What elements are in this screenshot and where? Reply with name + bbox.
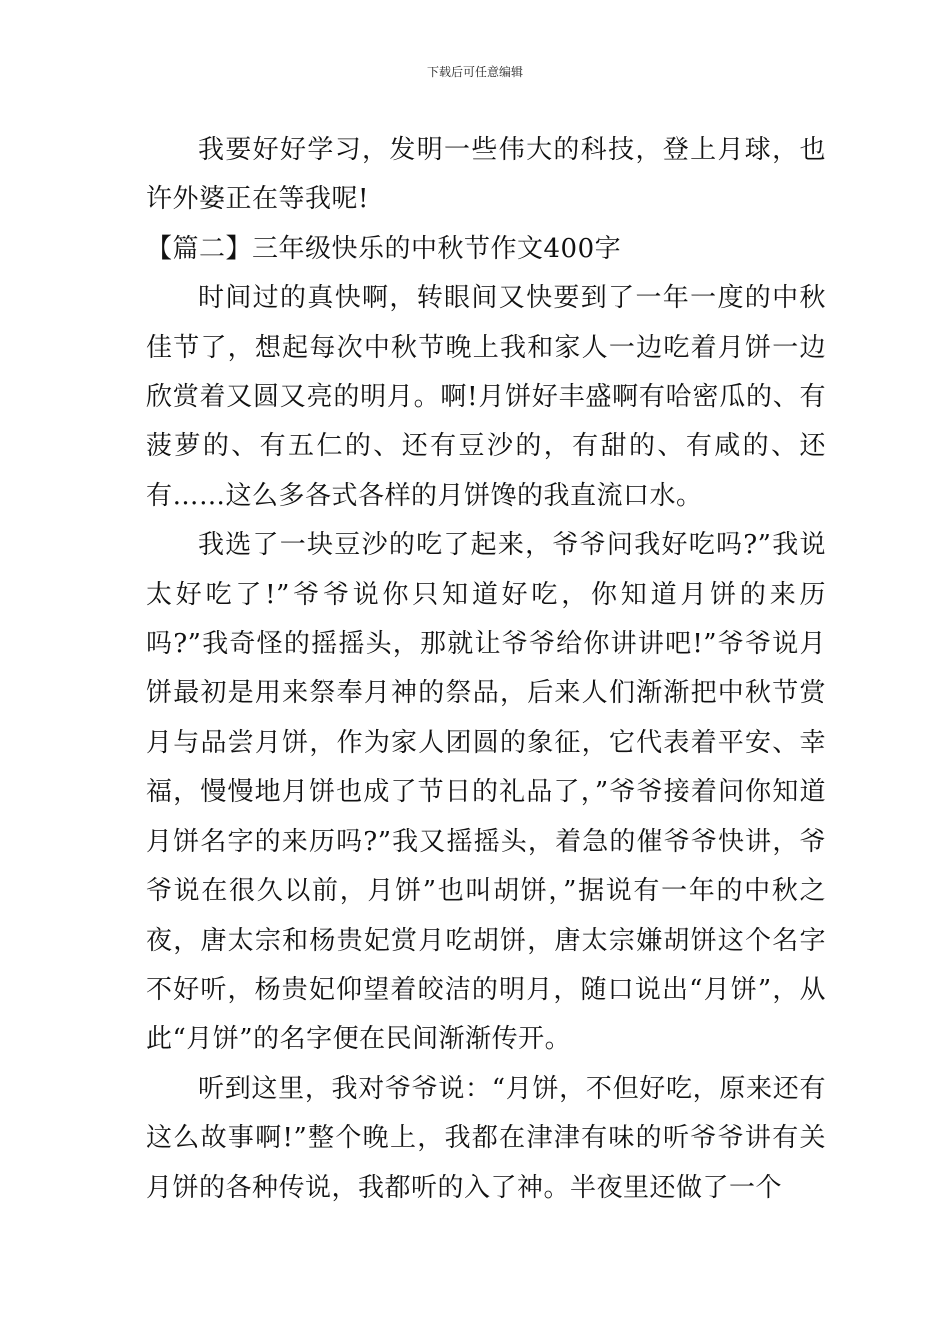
document-body <box>146 126 826 1213</box>
paragraph-study: 我要好好学习，发明一些伟大的科技，登上月球，也许外婆正在等我呢! <box>146 135 826 215</box>
section-heading: 【篇二】三年级快乐的中秋节作文400字 <box>146 233 622 264</box>
paragraph-story: 听到这里，我对爷爷说：“月饼，不但好吃，原来还有这么故事啊!”整个晚上，我都在津津有味的听爷爷讲有关月饼的各种传说，我都听的入了神。半夜里还做了一个 <box>146 1073 826 1203</box>
paragraph-history: 我选了一块豆沙的吃了起来，爷爷问我好吃吗?”我说太好吃了!”爷爷说你只知道好吃，你知道月饼的来历吗?”我奇怪的摇摇头，那就让爷爷给你讲讲吧!”爷爷说月饼最初是用来祭奉月神的祭品，后来人们渐渐把中秋节赏月与品尝月饼，作为家人团圆的象征，它代表着平安、幸福，慢慢地月饼也成了节日的礼品了，”爷爷接着问你知道月饼名字的来历吗?”我又摇摇头，着急的催爷爷快讲，爷爷说在很久以前，月饼”也叫胡饼，”据说有一年的中秋之夜，唐太宗和杨贵妃赏月吃胡饼，唐太宗嫌胡饼这个名字不好听，杨贵妃仰望着皎洁的明月，随口说出“月饼”，从此“月饼”的名字便在民间渐渐传开。 <box>146 530 826 1055</box>
page-header: 下载后可任意编辑 <box>426 65 523 79</box>
paragraph-mooncakes: 时间过的真快啊，转眼间又快要到了一年一度的中秋佳节了，想起每次中秋节晚上我和家人一边吃着月饼一边欣赏着又圆又亮的明月。啊!月饼好丰盛啊有哈密瓜的、有菠萝的、有五仁的、还有豆沙的，有甜的、有咸的、还有……这么多各式各样的月饼馋的我直流口水。 <box>146 283 826 511</box>
